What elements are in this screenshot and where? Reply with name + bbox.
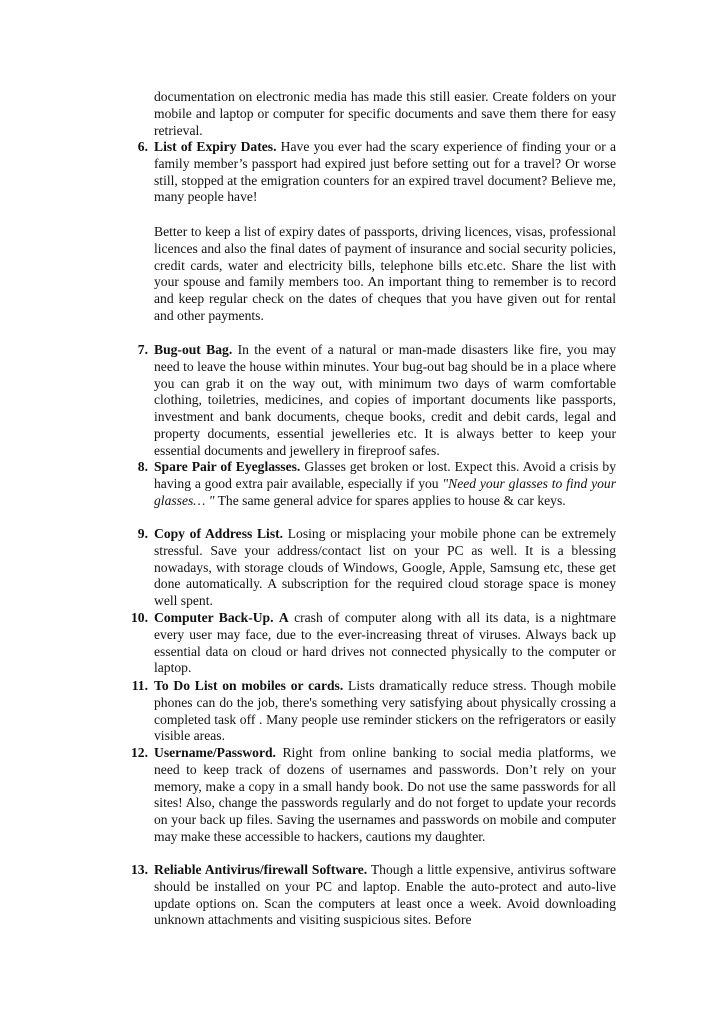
item-number: 6. (137, 139, 148, 154)
item-title: Reliable Antivirus/firewall Software. (154, 862, 368, 877)
item-body: Though a little expensive, antivirus software should be installed on your PC and laptop. Enable the auto-protect and auto-live update options on. Scan the computers at least once a week. Avoid downloading unknown attachments and visiting suspicious sites. Before (154, 862, 616, 928)
item-body: Losing or misplacing your mobile phone can be extremely stressful. Save your address/contact list on your PC as well. It is a blessing nowadays, with storage clouds of Windows, Google, Apple, Samsung etc, these get done automatically. A subscription for the required cloud storage space is money well spent. (154, 526, 617, 609)
item-title: Spare Pair of Eyeglasses. (154, 459, 301, 474)
item-title: Username/Password. (154, 745, 276, 760)
item-6-paragraph-2: Better to keep a list of expiry dates of passports, driving licences, visas, professional licences and also the final dates of payment of insurance and social security policies, credit cards, water and electricity bills, telephone bills etc.etc. Share the list with your spouse and family members too. An important thing to remember is to record and keep regular check on the dates of cheques that you have given out for rental and other payments. (154, 224, 616, 323)
item-number: 13. (131, 862, 148, 877)
item-number: 11. (131, 678, 148, 693)
item-title: Computer Back-Up. (154, 610, 274, 625)
list-item-9 (137, 526, 617, 610)
item-body: Glasses get broken or lost. Expect this. Avoid a crisis by having a good extra pair available, especially if you (154, 459, 616, 491)
list-item-13 (131, 862, 616, 929)
item-number: 7. (137, 342, 148, 357)
list-item-6 (137, 139, 616, 206)
list-item-8 (137, 459, 616, 509)
item-title-extra: A (278, 610, 289, 625)
item-number: 12. (131, 745, 148, 760)
item-body: Have you ever had the scary experience of finding your or a family member’s passport had expired just before setting out for a travel? Or worse still, stopped at the emigration counters for an expired travel document? Believe me, many people have! (154, 139, 616, 205)
item-number: 8. (137, 459, 148, 474)
item-quote: "Need your glasses to find your glasses… " (154, 475, 616, 508)
intro-paragraph: documentation on electronic media has made this still easier. Create folders on your mobile and laptop or computer for specific documents and save them there for easy retrieval. (154, 89, 616, 138)
item-title: Bug-out Bag. (154, 342, 233, 357)
list-item-7 (137, 342, 616, 460)
item-number: 10. (131, 610, 148, 625)
item-title: Copy of Address List. (154, 526, 284, 541)
item-body-after: The same general advice for spares applies to house & car keys. (214, 492, 566, 508)
item-title: To Do List on mobiles or cards. (154, 678, 344, 693)
list-item-12 (131, 745, 616, 846)
item-body: In the event of a natural or man-made disasters like fire, you may need to leave the house within minutes. Your bug-out bag should be in a place where you can grab it on the way out, with minimum two days of warm comfortable clothing, toiletries, medicines, and copies of important documents like passports, investment and bank documents, cheque books, credit and debit cards, legal and property documents, essential jewelleries etc. It is always better to keep your essential documents and jewellery in fireproof safes. (154, 342, 616, 458)
list-item-10 (131, 610, 616, 677)
item-body: crash of computer along with all its data, is a nightmare every user may face, due to the ever-increasing threat of viruses. Always back up essential data on cloud or hard drives not connected physically to the computer or laptop. (154, 610, 616, 676)
item-body: Right from online banking to social media platforms, we need to keep track of dozens of usernames and passwords. Don’t rely on your memory, make a copy in a small handy book. Do not use the same passwords for all sites! Also, change the passwords regularly and do not forget to update your records on your back up files. Saving the usernames and passwords on mobile and computer may make these accessible to hackers, cautions my daughter. (154, 745, 616, 844)
item-body: Lists dramatically reduce stress. Though mobile phones can do the job, there's something very satisfying about physically crossing a completed task off . Many people use reminder stickers on the refrigerators or easily visible areas. (154, 678, 616, 744)
item-title: List of Expiry Dates. (154, 139, 277, 154)
list-item-11 (131, 678, 616, 745)
item-number: 9. (137, 526, 148, 541)
